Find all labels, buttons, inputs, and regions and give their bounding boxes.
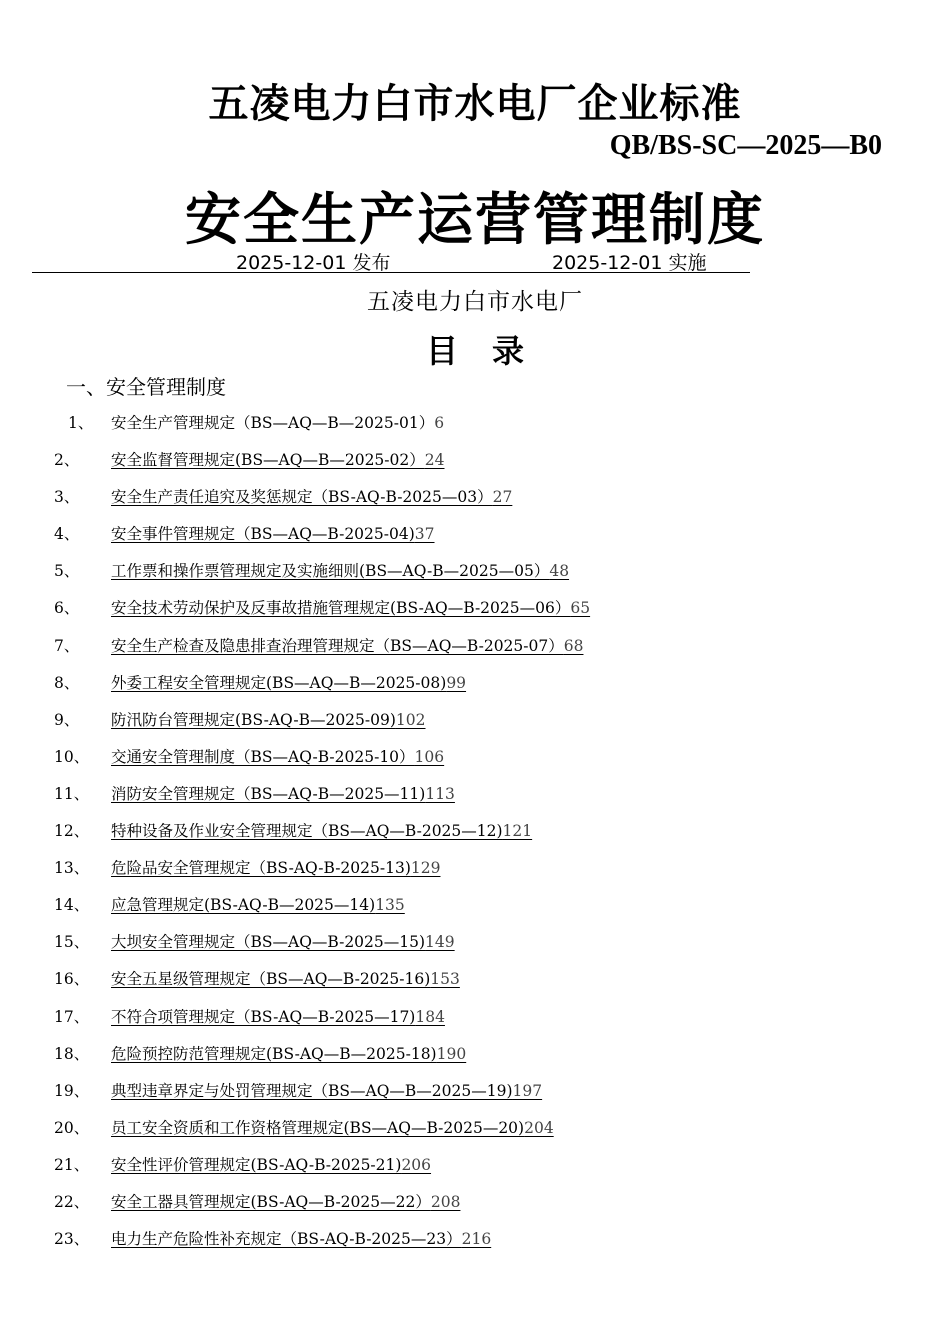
toc-item-number: 6、 [54,599,80,618]
toc-item-number: 16、 [54,970,90,989]
toc-item-title: 不符合项管理规定（BS-AQ—B-2025—17) [111,1007,416,1026]
toc-item-page: 113 [425,784,455,803]
toc-item-link[interactable] [111,556,569,586]
toc-item[interactable] [0,890,950,927]
toc-item-number: 15、 [54,933,90,952]
toc-item-page: 216 [461,1230,492,1249]
toc-item[interactable] [0,742,950,779]
toc-item-number: 7、 [54,636,80,655]
toc-item-link[interactable] [111,779,455,809]
toc-item-link[interactable] [111,1039,466,1069]
toc-item-number: 14、 [54,896,90,915]
toc-item-page: 24 [424,451,445,470]
toc-item-link[interactable] [111,408,444,438]
document-code: QB/BS-SC—2025—B0 [609,130,882,161]
toc-item-number: 8、 [54,673,80,692]
toc-item-link[interactable] [111,1002,445,1032]
toc-item[interactable] [0,1076,950,1113]
toc-item-number: 20、 [54,1118,90,1137]
toc-item-link[interactable] [111,816,532,846]
toc-item-number: 18、 [54,1044,90,1063]
toc-item[interactable] [0,1150,950,1187]
toc-item-number: 21、 [54,1155,90,1174]
toc-item-title: 工作票和操作票管理规定及实施细则(BS—AQ-B—2025—05） [111,562,550,581]
toc-item-title: 危险品安全管理规定（BS-AQ-B-2025-13) [111,859,411,878]
toc-item-page: 68 [563,636,584,655]
toc-item-page: 129 [410,859,441,878]
toc-item[interactable] [0,1113,950,1150]
toc-item-page: 204 [524,1118,554,1137]
toc-item[interactable] [0,593,950,630]
toc-item-link[interactable] [111,631,583,661]
org-standard-title: 五凌电力白市水电厂企业标准 [208,81,742,127]
toc-item-link[interactable] [111,705,426,735]
toc-item[interactable] [0,1002,950,1039]
toc-item-number: 2、 [54,451,80,470]
table-of-contents [0,408,950,1261]
toc-item[interactable] [0,668,950,705]
toc-item-link[interactable] [111,742,444,772]
toc-item-title: 安全生产管理规定（BS—AQ—B—2025-01） [111,414,435,432]
toc-item-page: 197 [512,1081,543,1100]
toc-item-number: 19、 [54,1081,90,1100]
toc-item-link[interactable] [111,890,405,920]
toc-item-page: 208 [430,1192,461,1211]
toc-heading: 目录 [425,332,558,370]
toc-item-title: 大坝安全管理规定（BS—AQ—B-2025—15) [111,933,426,952]
toc-item-title: 安全五星级管理规定（BS—AQ—B-2025-16) [111,970,431,989]
toc-item-link[interactable] [111,519,435,549]
toc-item-title: 危险预控防范管理规定(BS-AQ—B—2025-18) [111,1044,437,1063]
toc-item-number: 12、 [54,822,90,841]
toc-item-title: 防汛防台管理规定(BS-AQ-B—2025-09) [111,710,396,729]
toc-item-title: 典型违章界定与处罚管理规定（BS—AQ—B—2025—19) [111,1081,513,1100]
toc-item-link[interactable] [111,964,460,994]
toc-item-title: 消防安全管理规定（BS—AQ-B—2025—11) [111,784,426,803]
toc-item[interactable] [0,445,950,482]
toc-item-link[interactable] [111,853,440,883]
toc-item-title: 安全性评价管理规定(BS-AQ-B-2025-21) [111,1155,402,1174]
toc-item-number: 9、 [54,710,80,729]
toc-item-number: 10、 [54,747,90,766]
toc-item-title: 电力生产危险性补充规定（BS-AQ-B-2025—23） [111,1230,462,1249]
toc-item-page: 102 [395,710,426,729]
toc-item[interactable] [0,1187,950,1224]
toc-item-title: 安全生产责任追究及奖惩规定（BS-AQ-B-2025—03） [111,488,493,507]
toc-item-link[interactable] [111,1113,554,1143]
toc-item[interactable] [0,816,950,853]
toc-item[interactable] [0,556,950,593]
main-title: 安全生产运营管理制度 [185,188,765,253]
toc-item-page: 149 [425,933,455,952]
toc-item-title: 员工安全资质和工作资格管理规定(BS—AQ—B-2025—20) [111,1118,525,1137]
toc-item-page: 153 [430,970,460,989]
toc-item-page: 37 [414,525,435,544]
toc-item-title: 外委工程安全管理规定(BS—AQ—B—2025-08) [111,673,447,692]
toc-item[interactable] [0,631,950,668]
toc-item-number: 17、 [54,1007,90,1026]
section-heading: 一、安全管理制度 [66,375,226,399]
toc-item-title: 安全工器具管理规定(BS-AQ—B-2025—22） [111,1192,431,1211]
toc-item-page: 184 [415,1007,445,1026]
toc-item[interactable] [0,1224,950,1261]
toc-item-link[interactable] [111,445,445,475]
toc-item-page: 121 [502,822,533,841]
toc-item-link[interactable] [111,482,512,512]
toc-item[interactable] [0,519,950,556]
toc-item-number: 23、 [54,1230,90,1249]
toc-item[interactable] [0,482,950,519]
toc-item-number: 4、 [54,525,80,544]
toc-item-link[interactable] [111,1224,491,1254]
organization-name: 五凌电力白市水电厂 [367,289,583,315]
date-line [32,248,750,273]
toc-item-link[interactable] [111,593,590,623]
toc-item-page: 65 [570,599,591,618]
toc-item-number: 1、 [68,414,94,432]
toc-item[interactable] [0,705,950,742]
toc-item-title: 安全生产检查及隐患排查治理管理规定（BS—AQ—B-2025-07） [111,636,564,655]
toc-item-link[interactable] [111,668,466,698]
toc-item-page: 135 [375,896,405,915]
implement-date: 2025-12-01 实施 [552,252,707,274]
toc-item-link[interactable] [111,1150,431,1180]
toc-item-page: 6 [434,414,445,432]
toc-item-number: 22、 [54,1192,90,1211]
toc-item-title: 交通安全管理制度（BS—AQ-B-2025-10） [111,747,415,766]
toc-item-link[interactable] [111,927,455,957]
toc-item-page: 27 [492,488,513,507]
toc-item-title: 安全技术劳动保护及反事故措施管理规定(BS-AQ—B-2025—06） [111,599,571,618]
toc-item[interactable] [0,964,950,1001]
toc-item[interactable] [0,853,950,890]
toc-item-page: 99 [446,673,467,692]
toc-item-page: 190 [436,1044,467,1063]
toc-item-page: 48 [549,562,570,581]
toc-item-page: 106 [414,747,445,766]
toc-item[interactable] [0,1039,950,1076]
toc-item-title: 应急管理规定(BS-AQ-B—2025—14) [111,896,376,915]
toc-item-number: 3、 [54,488,80,507]
toc-item[interactable] [0,779,950,816]
toc-item-page: 206 [401,1155,432,1174]
publish-date: 2025-12-01 发布 [236,252,391,274]
toc-item-link[interactable] [111,1076,542,1106]
toc-item-link[interactable] [111,1187,460,1217]
toc-item-number: 11、 [54,784,90,803]
toc-item[interactable] [0,408,950,445]
toc-item[interactable] [0,927,950,964]
toc-item-number: 5、 [54,562,80,581]
toc-item-number: 13、 [54,859,90,878]
toc-item-title: 安全监督管理规定(BS—AQ—B—2025-02） [111,451,425,470]
toc-item-title: 特种设备及作业安全管理规定（BS—AQ—B-2025—12) [111,822,503,841]
toc-item-title: 安全事件管理规定（BS—AQ—B-2025-04) [111,525,415,544]
